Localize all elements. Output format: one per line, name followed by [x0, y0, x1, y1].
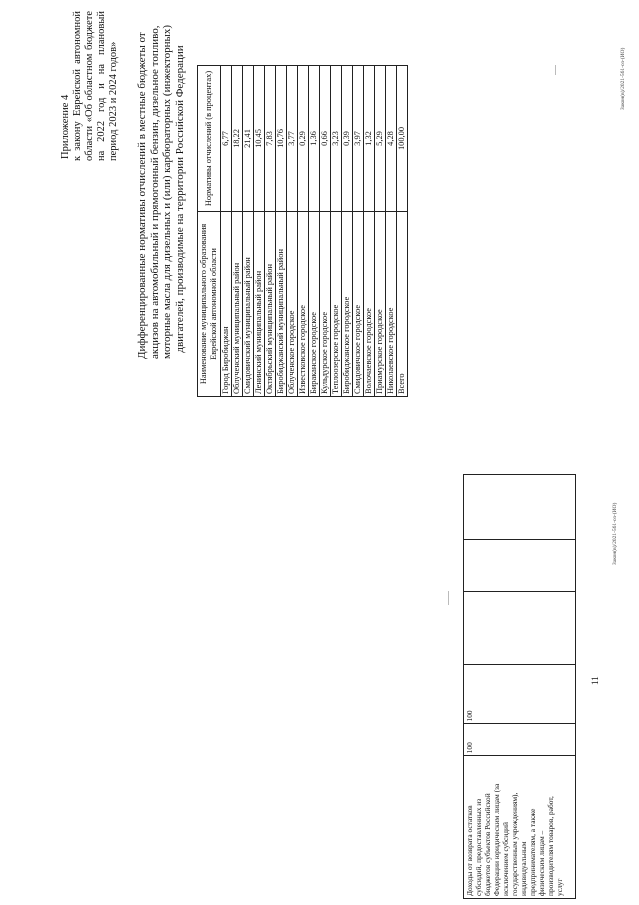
table-header-row — [198, 66, 221, 397]
revenue-row-table — [463, 474, 576, 899]
header-value-cell: Нормативы отчислений (в процентах) — [198, 66, 221, 212]
empty-cell — [464, 539, 576, 591]
row-name: Смидовичское городское — [353, 212, 364, 397]
table-row — [342, 66, 353, 397]
revenue-line: услуг — [555, 878, 564, 896]
revenue-line: Доходы от возврата остатков — [465, 805, 474, 896]
revenue-line: государственным учреждениям), — [510, 792, 519, 896]
table-row — [320, 66, 331, 397]
revenue-line: производителям товаров, работ, — [546, 796, 555, 896]
row-name: Смидовичский муниципальный район — [243, 212, 254, 397]
row-name: Биробиджанское городское — [342, 212, 353, 397]
row-value: 0,39 — [342, 66, 353, 212]
row-value: 10,45 — [254, 66, 265, 212]
table-row — [386, 66, 397, 397]
row-name: Волочаевское городское — [364, 212, 375, 397]
revenue-line: исключением субсидий — [501, 822, 510, 896]
row-name: Ленинский муниципальный район — [254, 212, 265, 397]
row-value: 1,36 — [309, 66, 320, 212]
row-name: Бираканское городское — [309, 212, 320, 397]
table-row — [364, 66, 375, 397]
row-value: 5,29 — [375, 66, 386, 212]
table-row — [331, 66, 342, 397]
row-value: 0,29 — [298, 66, 309, 212]
document-stamp: Закон(в)/2021-561-оз-(ИО) — [612, 502, 618, 565]
appendix-line: Приложение 4 — [60, 94, 71, 159]
row-value: 1,32 — [364, 66, 375, 212]
table-row — [276, 66, 287, 397]
revenue-line: физическим лицам – — [537, 830, 546, 896]
row-name: Приамурское городское — [375, 212, 386, 397]
page-number: 11 — [590, 676, 600, 685]
title-line: Дифференцированные нормативы отчислений в местные бюджеты от — [136, 32, 148, 359]
table-row — [221, 66, 232, 397]
row-name: Облученский муниципальный район — [232, 212, 243, 397]
revenue-line: субсидий, предоставленных из — [474, 798, 483, 896]
appendix-line: области «Об областном бюджете — [84, 11, 95, 161]
row-value: 10,76 — [276, 66, 287, 212]
empty-cell — [464, 592, 576, 665]
row-name: Известковское городское — [298, 212, 309, 397]
table-row — [353, 66, 364, 397]
row-value: 7,83 — [265, 66, 276, 212]
table-row — [265, 66, 276, 397]
table-row — [254, 66, 265, 397]
table-row-total — [397, 66, 408, 397]
row-name: Всего — [397, 212, 408, 397]
scan-mark — [555, 65, 556, 75]
revenue-line: индивидуальным — [519, 841, 528, 896]
table-row — [232, 66, 243, 397]
row-value: 18,22 — [232, 66, 243, 212]
table-row — [298, 66, 309, 397]
row-name: Николаевское городское — [386, 212, 397, 397]
row-value: 0,66 — [320, 66, 331, 212]
table-row — [375, 66, 386, 397]
value-cell: 100 — [464, 724, 576, 756]
appendix-line: на 2022 год и на плановый — [96, 11, 107, 161]
row-value: 3,97 — [353, 66, 364, 212]
document-title — [136, 24, 186, 359]
row-value: 3,23 — [331, 66, 342, 212]
row-name: Облученское городское — [287, 212, 298, 397]
document-stamp: Закон(в)/2021-561-оз-(ИО) — [620, 47, 626, 110]
revenue-line: предпринимателям, а также — [528, 808, 537, 896]
revenue-line: бюджетов субъектов Российской — [483, 793, 492, 896]
table-row — [309, 66, 320, 397]
appendix-header — [60, 11, 120, 161]
table-row — [287, 66, 298, 397]
row-value: 4,28 — [386, 66, 397, 212]
revenue-line: Федерации юридическим лицам (за — [492, 783, 501, 896]
row-name: Октябрьский муниципальный район — [265, 212, 276, 397]
row-value: 6,77 — [221, 66, 232, 212]
row-value: 21,41 — [243, 66, 254, 212]
title-line: акцизов на автомобильный и прямогонный бензин, дизельное топливо, — [148, 25, 161, 359]
scan-mark — [448, 591, 449, 605]
row-name: Теплоозерское городское — [331, 212, 342, 397]
row-name: Кульдурское городское — [320, 212, 331, 397]
table-row — [243, 66, 254, 397]
empty-cell — [464, 475, 576, 540]
title-line: двигателей, производимые на территории Российской Федерации — [173, 45, 186, 353]
row-name: Биробиджанский муниципальный район — [276, 212, 287, 397]
row-name: Город Биробиджан — [221, 212, 232, 397]
title-line: моторные масла для дизельных и (или) карбюраторных (инжекторных) — [161, 24, 173, 359]
appendix-line: к закону Еврейской автономной — [72, 11, 83, 161]
row-value: 100,00 — [397, 66, 408, 212]
normatives-table — [197, 65, 408, 397]
value-cell: 100 — [464, 664, 576, 724]
revenue-description-cell — [464, 756, 576, 899]
header-name-cell: Наименование муниципального образования Еврейской автономной области — [198, 212, 221, 397]
appendix-line: период 2023 и 2024 годов» — [108, 41, 119, 161]
row-value: 3,77 — [287, 66, 298, 212]
